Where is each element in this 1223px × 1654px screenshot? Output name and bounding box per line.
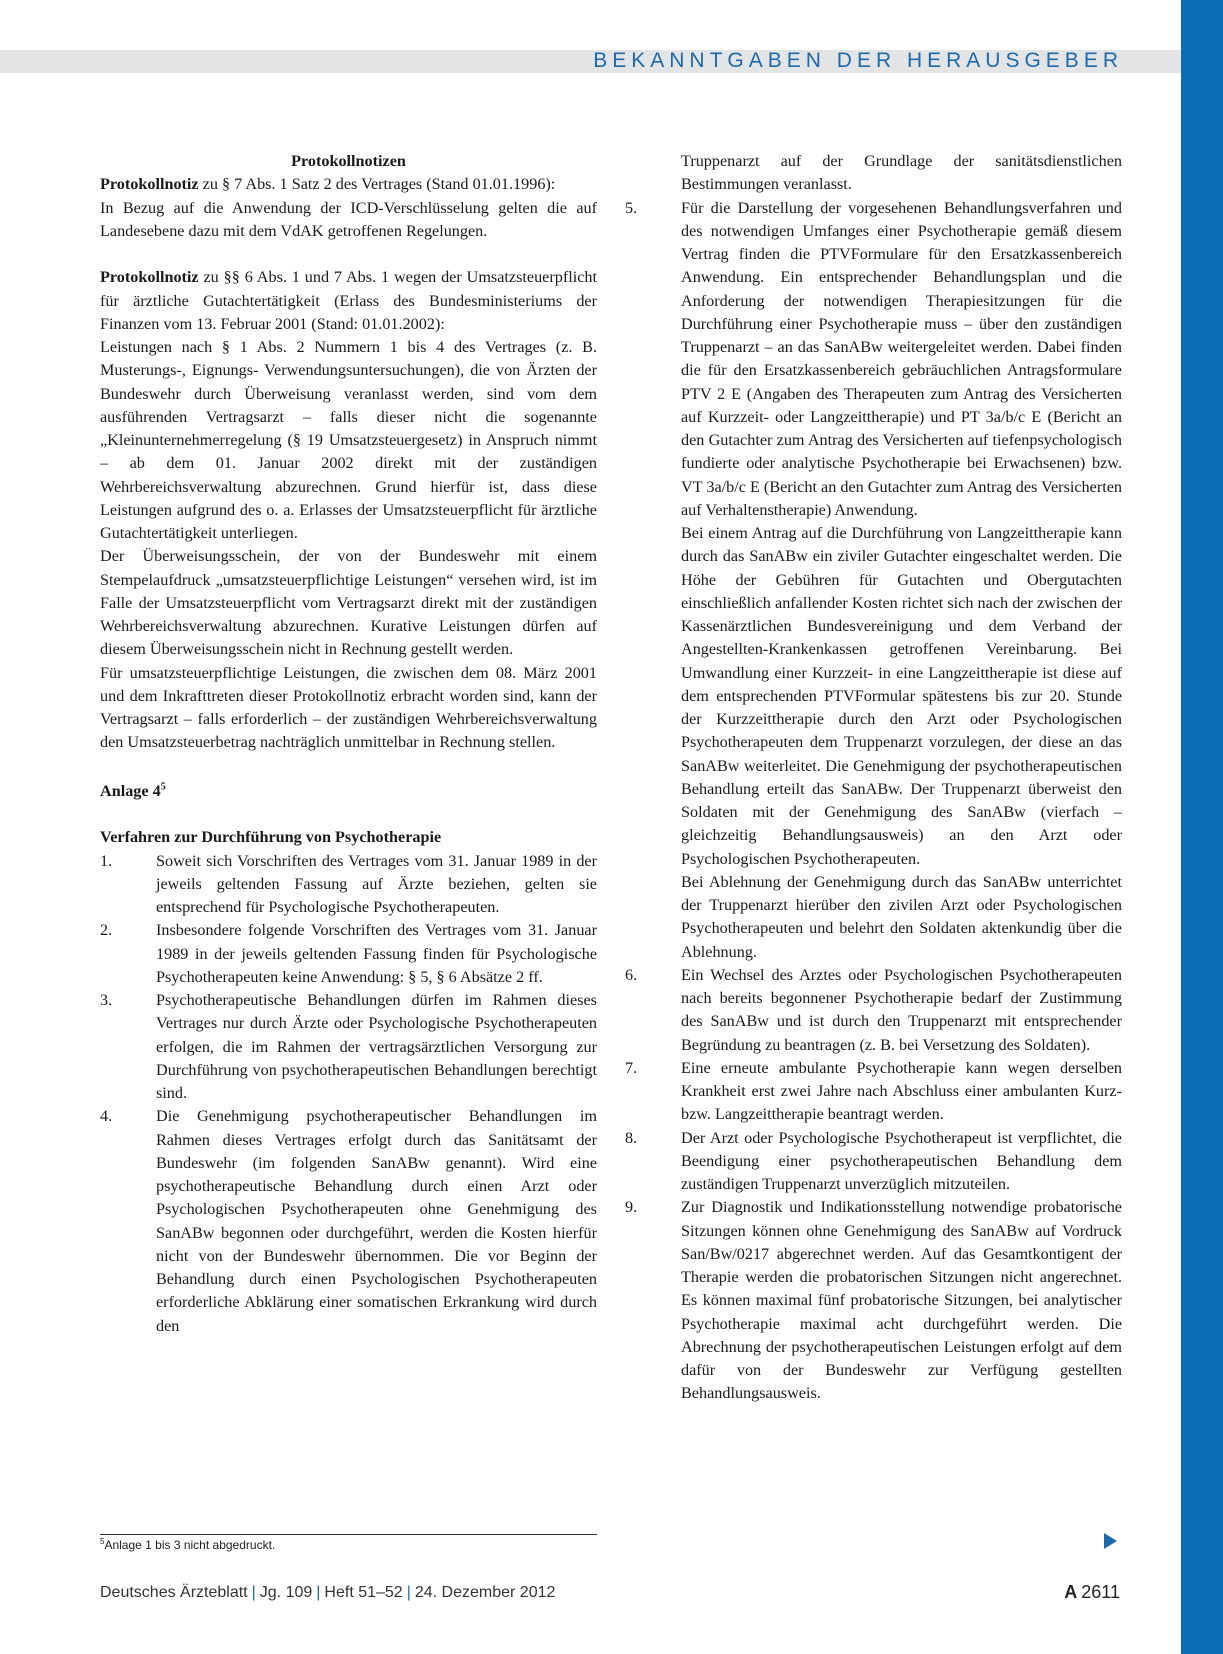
list-item	[625, 1196, 1122, 1405]
arrow-right-icon	[1104, 1533, 1117, 1549]
list-item-number: 1.	[100, 851, 113, 870]
list-item-paragraph: Bei einem Antrag auf die Durchführung von Langzeittherapie kann durch das SanABw ein ziviler Gutachter eingeschaltet werden. Die Höhe der Gebühren für Gutachten und Obergutachten einschließlich anfallender Kosten richtet sich nach der zwischen der Kassenärztlichen Bundesvereinigung und dem Verband der Angestellten-Krankenkassen getroffenen Vereinbarung. Bei Umwandlung einer Kurzzeit- in eine Langzeittherapie ist diese auf dem entsprechenden PTVFormular spätestens bis zur 20. Stunde der Kurzzeittherapie durch den Arzt oder Psychologischen Psychotherapeuten dem Truppenarzt vorzulegen, der diese an das SanABw weiterleitet. Die Genehmigung der psychotherapeutischen Behandlung erteilt das SanABw. Der Truppenarzt überweist den Soldaten mit der Genehmigung des SanABw (vierfach – gleichzeitig Behandlungsausweis) an den Arzt oder Psychologischen Psychotherapeuten.	[681, 524, 1122, 868]
protokollnotiz-2-paragraph: Der Überweisungsschein, der von der Bundeswehr mit einem Stempelaufdruck „umsatzsteuerpflichtige Leistungen“ versehen wird, ist im Falle der Umsatzsteuerpflicht vom Vertragsarzt direkt mit der zuständigen Wehrbereichsverwaltung abzurechnen. Kurative Leistungen dürfen auf diesem Überweisungsschein nicht in Rechnung gestellt werden.	[100, 547, 597, 659]
list-item-number: 6.	[625, 965, 638, 984]
page-prefix: A	[1064, 1582, 1078, 1602]
list-item	[625, 1057, 1122, 1127]
side-accent-bar	[1181, 0, 1223, 1654]
list-item-number: 4.	[100, 1107, 113, 1126]
list-item-text: Für die Darstellung der vorgesehenen Behandlungsverfahren und des notwendigen Umfanges einer Psychotherapie gemäß diesem Vertrag finden die PTVFormulare für den Ersatzkassenbereich Anwendung. Ein entsprechender Behandlungsplan und die Anforderung der notwendigen Therapiesitzungen für die Durchführung einer Psychotherapie muss – über den zuständigen Truppenarzt – an das SanABw weitergeleitet werden. Dabei finden die für den Ersatzkassenbereich gebräuchlichen Antragsformulare PTV 2 E (Angaben des Therapeuten zum Antrag des Versicherten auf Kurzzeit- oder Langzeittherapie) und PT 3a/b/c E (Bericht an den Gutachter zum Antrag des Versicherten auf tiefenpsychologisch fundierte oder analytische Psychotherapie bei Erwachsenen) bzw. VT 3a/b/c E (Bericht an den Gutachter zum Antrag des Versicherten auf Verhaltenstherapie) Anwendung.	[681, 198, 1122, 519]
protokollnotiz-2-ref: zu §§ 6 Abs. 1 und 7 Abs. 1 wegen der Umsatzsteuerpflicht für ärztliche Gutachtertätigkeit (Erlass des Bundesministeriums der Finanzen vom 13. Februar 2001 (Stand: 01.01.2002):	[100, 268, 597, 333]
protokollnotiz-label: Protokollnotiz	[100, 268, 199, 287]
list-item-number: 9.	[625, 1198, 638, 1217]
footnote	[100, 1538, 275, 1552]
page-number-value: 2611	[1081, 1582, 1120, 1602]
list-item-number: 2.	[100, 921, 113, 940]
journal-footer	[100, 1584, 555, 1602]
anlage-heading	[100, 780, 597, 803]
right-column	[625, 150, 1122, 1406]
protokollnotiz-label: Protokollnotiz	[100, 175, 199, 194]
list-item-4-continuation: Truppenarzt auf der Grundlage der sanitätsdienstlichen Bestimmungen veranlasst.	[681, 152, 1122, 194]
protokollnotiz-2-intro	[100, 266, 597, 336]
footer-separator: |	[251, 1584, 256, 1601]
list-item-text: Die Genehmigung psychotherapeutischer Behandlungen im Rahmen dieses Vertrages erfolgt durch das Sanitätsamt der Bundeswehr (im folgenden SanABw genannt). Wird eine psychotherapeutische Behandlung durch einen Arzt oder Psychologischen Psychotherapeuten ohne Genehmigung des SanABw begonnen oder durchgeführt, werden die Kosten hierfür nicht von der Bundeswehr übernommen. Die vor Beginn der Behandlung durch einen Psychologischen Psychotherapeuten erforderliche Abklärung einer somatischen Erkrankung wird durch den	[156, 1107, 597, 1335]
left-column	[100, 150, 597, 1338]
footnote-text: Anlage 1 bis 3 nicht abgedruckt.	[104, 1538, 276, 1552]
list-item-number: 3.	[100, 991, 113, 1009]
list-item-text: Der Arzt oder Psychologische Psychotherapeut ist verpflichtet, die Beendigung einer psychotherapeutischen Behandlung dem zuständigen Truppenarzt unverzüglich mitzuteilen.	[681, 1128, 1122, 1193]
journal-issue: Heft 51–52	[324, 1584, 403, 1601]
list-item-text: Psychotherapeutische Behandlungen dürfen im Rahmen dieses Vertrages nur durch Ärzte oder Psychologische Psychotherapeuten erfolgen, die im Rahmen der vertragsärztlichen Versorgung zur Durchführung von psychotherapeutischen Behandlungen berechtigt sind.	[156, 991, 597, 1102]
numbered-list	[100, 850, 597, 1338]
list-item	[100, 919, 597, 989]
protokollnotiz-2-paragraph: Für umsatzsteuerpflichtige Leistungen, die zwischen dem 08. März 2001 und dem Inkrafttreten dieser Protokollnotiz erbracht worden sind, kann der Vertragsarzt – falls erforderlich – der zuständigen Wehrbereichsverwaltung den Umsatzsteuerbetrag nachträglich unmittelbar in Rechnung stellen.	[100, 663, 597, 752]
anlage-title: Anlage 4	[100, 781, 161, 800]
list-item-number: 7.	[625, 1058, 638, 1077]
protokollnotiz-1-body: In Bezug auf die Anwendung der ICD-Verschlüsselung gelten die auf Landesebene dazu mit dem VdAK getroffenen Regelungen.	[100, 198, 597, 240]
protokollnotiz-1-intro	[100, 173, 597, 196]
footnote-marker: 5	[100, 1537, 105, 1546]
protokollnotiz-2-paragraph: Leistungen nach § 1 Abs. 2 Nummern 1 bis 4 des Vertrages (z. B. Musterungs-, Eignungs- Verwendungsuntersuchungen), die von Ärzten der Bundeswehr durch Überweisung veranlasst werden, sind vom dem ausführenden Vertragsarzt – falls dieser nicht die sogenannte „Kleinunternehmerregelung (§ 19 Umsatzsteuergesetz) in Anspruch nimmt – ab dem 01. Januar 2002 direkt mit der zuständigen Wehrbereichsverwaltung abzurechnen. Grund hierfür ist, dass diese Leistungen aufgrund des o. a. Erlasses der Umsatzsteuerpflicht für ärztliche Gutachtertätigkeit unterliegen.	[100, 338, 597, 542]
numbered-list	[625, 964, 1122, 1406]
journal-name: Deutsches Ärzteblatt	[100, 1584, 248, 1601]
list-item-number: 5.	[625, 198, 638, 217]
protokollnotiz-1-ref: zu § 7 Abs. 1 Satz 2 des Vertrages (Stand 01.01.1996):	[198, 175, 556, 194]
list-item-text: Eine erneute ambulante Psychotherapie kann wegen derselben Krankheit erst zwei Jahre nach Abschluss einer ambulanten Kurz- bzw. Langzeittherapie beantragt werden.	[681, 1058, 1122, 1124]
list-item-text: Ein Wechsel des Arztes oder Psychologischen Psychotherapeuten nach bereits begonnener Psychotherapie bedarf der Zustimmung des SanABw und ist durch den Truppenarzt mit entsprechender Begründung zu beantragen (z. B. bei Versetzung des Soldaten).	[681, 965, 1122, 1054]
list-item-paragraph: Bei Ablehnung der Genehmigung durch das SanABw unterrichtet der Truppenarzt hierüber den zivilen Arzt oder Psychologischen Psychotherapeuten und belehrt den Soldaten aktenkundig über die Ablehnung.	[681, 872, 1122, 961]
footer-separator: |	[406, 1584, 411, 1601]
list-item	[100, 850, 597, 920]
page-number	[1064, 1582, 1120, 1603]
footnote-ref: 5	[160, 781, 166, 793]
list-item	[625, 1127, 1122, 1197]
protokollnotizen-heading: Protokollnotizen	[291, 152, 406, 170]
section-title: BEKANNTGABEN DER HERAUSGEBER	[593, 49, 1123, 72]
footnote-divider	[100, 1534, 597, 1535]
list-item	[625, 964, 1122, 1057]
journal-volume: Jg. 109	[259, 1584, 313, 1601]
list-item-text: Soweit sich Vorschriften des Vertrages vom 31. Januar 1989 in der jeweils geltenden Fassung auf Ärzte beziehen, gelten sie entsprechend für Psychologische Psychotherapeuten.	[156, 851, 597, 916]
list-item	[100, 989, 597, 1105]
verfahren-heading: Verfahren zur Durchführung von Psychotherapie	[100, 828, 442, 847]
list-item	[625, 197, 1122, 523]
list-item-text: Zur Diagnostik und Indikationsstellung notwendige probatorische Sitzungen können ohne Genehmigung des SanABw auf Vordruck San/Bw/0217 abgerechnet werden. Auf das Gesamtkontigent der Therapie werden die probatorischen Sitzungen nicht angerechnet. Es können maximal fünf probatorische Sitzungen, bei analytischer Psychotherapie maximal acht durchgeführt werden. Die Abrechnung der psychotherapeutischen Leistungen erfolgt auf dem dafür von der Bundeswehr zur Verfügung gestellten Behandlungsausweis.	[681, 1198, 1122, 1403]
footer-separator: |	[316, 1584, 321, 1601]
list-item-text: Insbesondere folgende Vorschriften des Vertrages vom 31. Januar 1989 in der jeweils geltenden Fassung finden für Psychologische Psychotherapeuten keine Anwendung: § 5, § 6 Absätze 2 ff.	[156, 921, 597, 986]
journal-date: 24. Dezember 2012	[414, 1584, 556, 1601]
list-item-number: 8.	[625, 1128, 638, 1147]
list-item	[100, 1105, 597, 1338]
